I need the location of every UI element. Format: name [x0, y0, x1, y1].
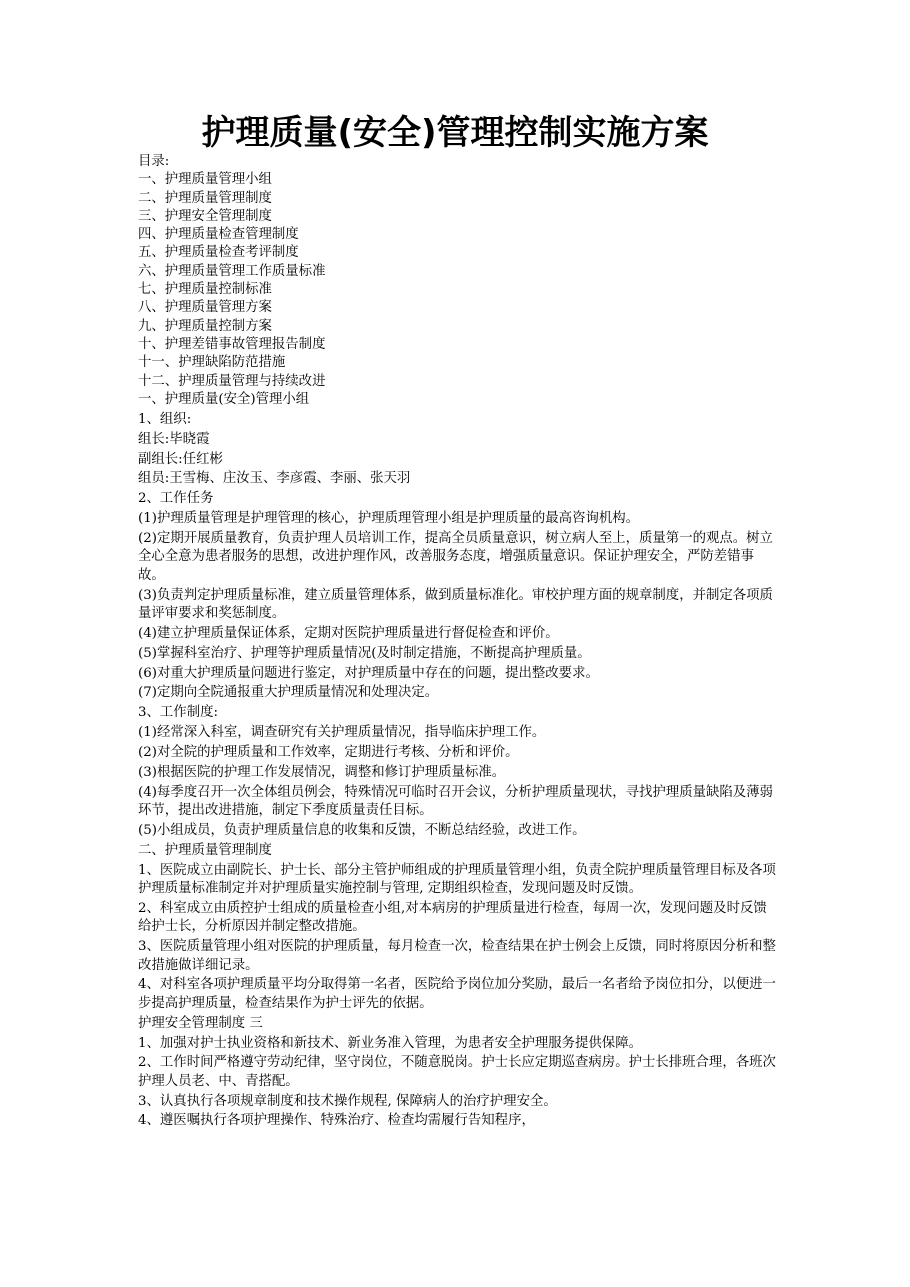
body-paragraph: (7)定期向全院通报重大护理质量情况和处理决定。 — [138, 685, 439, 701]
body-paragraph: (6)对重大护理质量问题进行鉴定，对护理质量中存在的问题，提出整改要求。 — [138, 665, 599, 681]
body-line: 目录: — [138, 154, 170, 169]
body-paragraph: (5)小组成员，负责护理质量信息的收集和反馈，不断总结经验，改进工作。 — [138, 823, 586, 839]
document-title: 护理质量(安全)管理控制实施方案 — [201, 113, 709, 153]
section-heading: 二、护理质量管理制度 — [138, 842, 272, 858]
body-line: 1、组织: — [138, 411, 192, 427]
body-line: 副组长:任红彬 — [138, 451, 223, 467]
body-paragraph: (4)每季度召开一次全体组员例会，特殊情况可临时召开会议，分析护理质量现状，寻找护理质量缺陷及薄弱环节，提出改进措施，制定下季度质量责任目标。 — [138, 784, 773, 819]
body-paragraph: (4)建立护理质量保证体系，定期对医院护理质量进行督促检查和评价。 — [138, 625, 559, 641]
body-paragraph: 1、医院成立由副院长、护士长、部分主管护师组成的护理质量管理小组，负责全院护理质量管理目标及各项护理质量标准制定并对护理质量实施控制与管理, 定期组织检查，发现问题及时反馈。 — [138, 862, 776, 897]
body-paragraph: (1)护理质量管理是护理管理的核心，护理质理管理小组是护理质量的最高咨询机构。 — [138, 511, 640, 527]
toc-item: 四、护理质量检查管理制度 — [138, 227, 299, 243]
toc-item: 八、护理质量管理方案 — [138, 300, 272, 316]
toc-item: 九、护理质量控制方案 — [138, 318, 272, 334]
body-line: 组长:毕晓霞 — [138, 431, 210, 447]
body-paragraph: (2)对全院的护理质量和工作效率，定期进行考核、分析和评价。 — [138, 745, 519, 761]
body-line: 3、工作制度: — [138, 705, 218, 721]
body-paragraph: (1)经常深入科室，调查研究有关护理质量情况，指导临床护理工作。 — [138, 725, 546, 741]
toc-item: 十、护理差错事故管理报告制度 — [138, 336, 326, 352]
toc-item: 七、护理质量控制标准 — [138, 282, 272, 298]
body-paragraph: 2、科室成立由质控护士组成的质量检查小组,对本病房的护理质量进行检查，每周一次，发现问题及时反馈给护士长，分析原因并制定整改措施。 — [138, 901, 767, 935]
document-body — [138, 153, 778, 1131]
body-paragraph: (3)根据医院的护理工作发展情况，调整和修订护理质量标准。 — [138, 765, 506, 780]
toc-item: 六、护理质量管理工作质量标准 — [138, 263, 326, 279]
body-paragraph: 1、加强对护士执业资格和新技术、新业务准入管理，为患者安全护理服务提供保障。 — [138, 1035, 642, 1051]
body-paragraph: (3)负责判定护理质量标准，建立质量管理体系，做到质量标准化。审校护理方面的规章制度，并制定各项质量评审要求和奖惩制度。 — [138, 587, 773, 621]
body-paragraph: 3、认真执行各项规章制度和技术操作规程, 保障病人的治疗护理安全。 — [138, 1093, 557, 1109]
body-paragraph: 3、医院质量管理小组对医院的护理质量，每月检查一次，检查结果在护士例会上反馈，同时将原因分析和整改措施做详细记录。 — [138, 939, 776, 973]
body-paragraph: (2)定期开展质量教育，负责护理人员培训工作，提高全员质量意识，树立病人至上，质量第一的观点。树立全心全意为患者服务的思想，改进护理作风，改善服务态度，增强质量意识。保证护理安全，严防差错事故。 — [138, 531, 773, 583]
toc-item: 十二、护理质量管理与持续改进 — [138, 373, 326, 389]
body-paragraph: (5)掌握科室治疗、护理等护理质量情况(及时制定措施，不断提高护理质量。 — [138, 645, 591, 661]
toc-item: 十一、护理缺陷防范措施 — [138, 355, 286, 371]
body-paragraph: 4、对科室各项护理质量平均分取得第一名者，医院给予岗位加分奖励，最后一名者给予岗位扣分，以便进一步提高护理质量，检查结果作为护士评先的依据。 — [138, 977, 776, 1011]
toc-item: 五、护理质量检查考评制度 — [138, 245, 299, 261]
section-heading: 护理安全管理制度 三 — [138, 1015, 263, 1031]
body-line: 组员:王雪梅、庄汝玉、李彦霞、李丽、张天羽 — [138, 471, 411, 487]
body-paragraph: 2、工作时间严格遵守劳动纪律，坚守岗位，不随意脱岗。护士长应定期巡查病房。护士长排班合理，各班次护理人员老、中、青搭配。 — [138, 1055, 776, 1089]
body-paragraph: 4、遵医嘱执行各项护理操作、特殊治疗、检查均需履行告知程序， — [138, 1113, 535, 1129]
toc-item: 三、护理安全管理制度 — [138, 208, 272, 224]
toc-item: 一、护理质量管理小组 — [138, 172, 272, 188]
section-heading: 一、护理质量(安全)管理小组 — [138, 391, 310, 407]
body-line: 2、工作任务 — [138, 491, 214, 507]
toc-item: 二、护理质量管理制度 — [138, 190, 272, 206]
